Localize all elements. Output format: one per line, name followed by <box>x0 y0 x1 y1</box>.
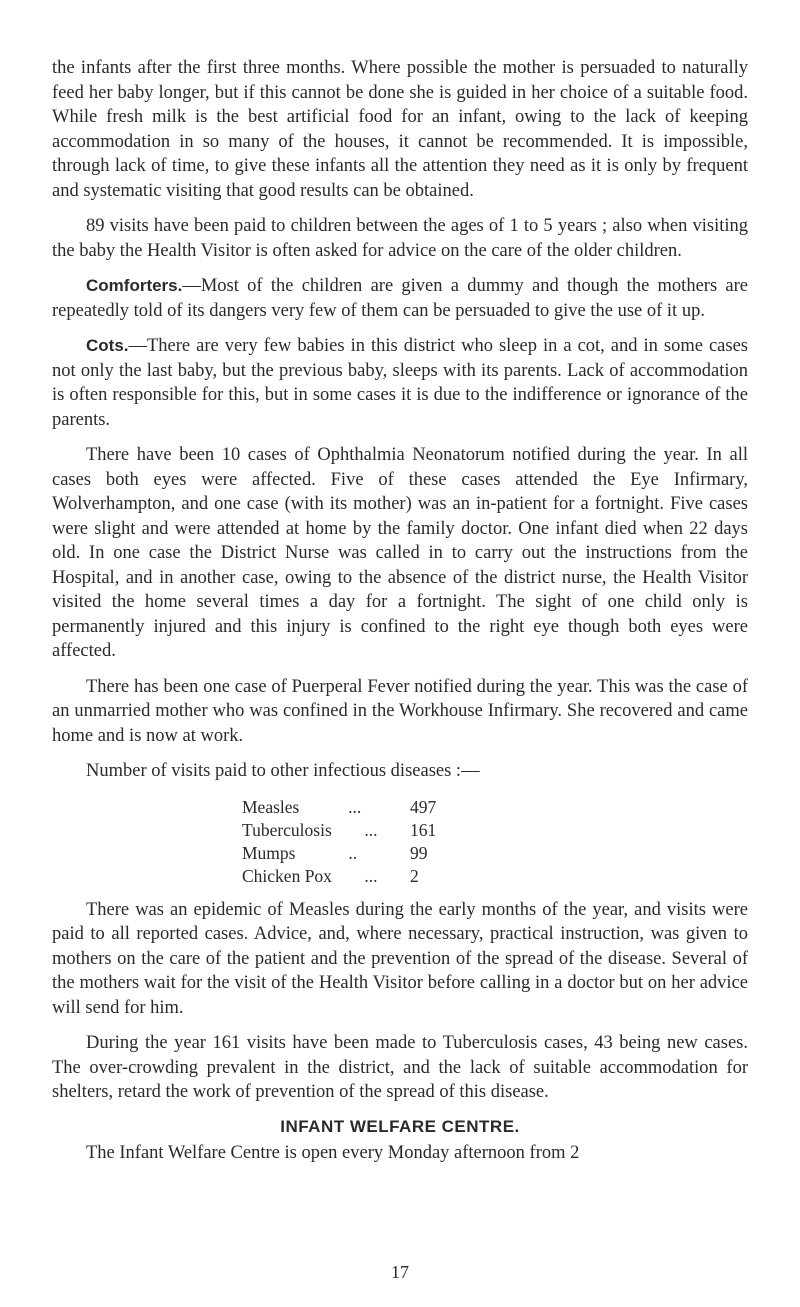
cots-heading: Cots. <box>86 336 129 355</box>
infant-welfare-centre-heading: INFANT WELFARE CENTRE. <box>280 1116 520 1136</box>
comforters-text: —Most of the children are given a dummy and though the mothers are repeatedly told of its dangers very few of them can be persuaded to give the use of it up. <box>52 276 748 321</box>
paragraph-puerperal-fever: There has been one case of Puerperal Fever notified during the year. This was the case of an unmarried mother who was confined in the Workhouse Infirmary. She recovered and came home and is now at work. <box>52 676 748 746</box>
page-number: 17 <box>391 1262 409 1282</box>
cots-text: —There are very few babies in this district who sleep in a cot, and in some cases not only the last baby, but the previous baby, sleeps with its parents. Lack of accommodation is often responsible for this, but in some cases it is due to the indifference or ignorance of the parents. <box>52 336 748 430</box>
paragraph-ophthalmia: There have been 10 cases of Ophthalmia Neonatorum notified during the year. In all cases both eyes were affected. Five of these cases attended the Eye Infirmary, Wolverhampton, and one case (with its mother) was an in-patient for a fortnight. Five cases were slight and were attended at home by the family doctor. One infant died when 22 days old. In one case the District Nurse was called in to carry out the instructions from the Hospital, and in another case, owing to the absence of the district nurse, the Health Visitor visited the home several times a day for a fortnight. The sight of one child only is permanently injured and this injury is confined to the right eye though both eyes were affected. <box>52 445 748 661</box>
disease-dots: ... <box>348 796 362 817</box>
disease-dots: ... <box>364 865 378 886</box>
paragraph-tuberculosis: During the year 161 visits have been made to Tuberculosis cases, 43 being new cases. The over-crowding prevalent in the district, and the lack of suitable accommodation for shelters, retard the work of prevention of the spread of this disease. <box>52 1033 748 1102</box>
infectious-diseases-table <box>242 796 452 888</box>
disease-count: 99 <box>409 842 428 863</box>
paragraph-measles-epidemic: There was an epidemic of Measles during the early months of the year, and visits were paid to all reported cases. Advice, and, where necessary, practical instruction, was given to mothers on the care of the patient and the prevention of the spread of the disease. Several of the mothers wait for the visit of the Health Visitor before calling in a doctor but on her advice will send for him. <box>52 899 748 1018</box>
disease-row <box>242 865 452 888</box>
disease-dots: .. <box>348 842 358 863</box>
disease-name: Tuberculosis <box>242 819 332 840</box>
paragraph-cots <box>52 334 748 432</box>
paragraph-infant-feeding: the infants after the first three months. Where possible the mother is persuaded to naturally feed her baby longer, but if this cannot be done she is guided in her choice of a suitable food. While fresh milk is the best artificial food for an infant, owing to the lack of keeping accommodation in so many of the houses, it cannot be recommended. It is impossible, through lack of time, to give these infants all the attention they need as it is only by frequent and systematic visiting that good results can be obtained. <box>52 58 748 201</box>
disease-count: 2 <box>410 865 419 886</box>
disease-row <box>242 819 452 842</box>
disease-name: Measles <box>242 796 300 817</box>
disease-count: 497 <box>409 796 437 817</box>
disease-count: 161 <box>409 819 437 840</box>
paragraph-visits-intro: Number of visits paid to other infectious diseases :— <box>86 761 480 781</box>
disease-name: Mumps <box>242 842 296 863</box>
paragraph-welfare-centre: The Infant Welfare Centre is open every Monday afternoon from 2 <box>86 1142 580 1163</box>
disease-name: Chicken Pox <box>242 865 332 886</box>
paragraph-older-children-visits: 89 visits have been paid to children between the ages of 1 to 5 years ; also when visiting the baby the Health Visitor is often asked for advice on the care of the older children. <box>52 216 748 261</box>
comforters-heading: Comforters. <box>86 276 183 295</box>
paragraph-comforters <box>52 274 748 323</box>
disease-row <box>242 842 452 865</box>
disease-dots: ... <box>364 819 378 840</box>
disease-row <box>242 796 452 819</box>
